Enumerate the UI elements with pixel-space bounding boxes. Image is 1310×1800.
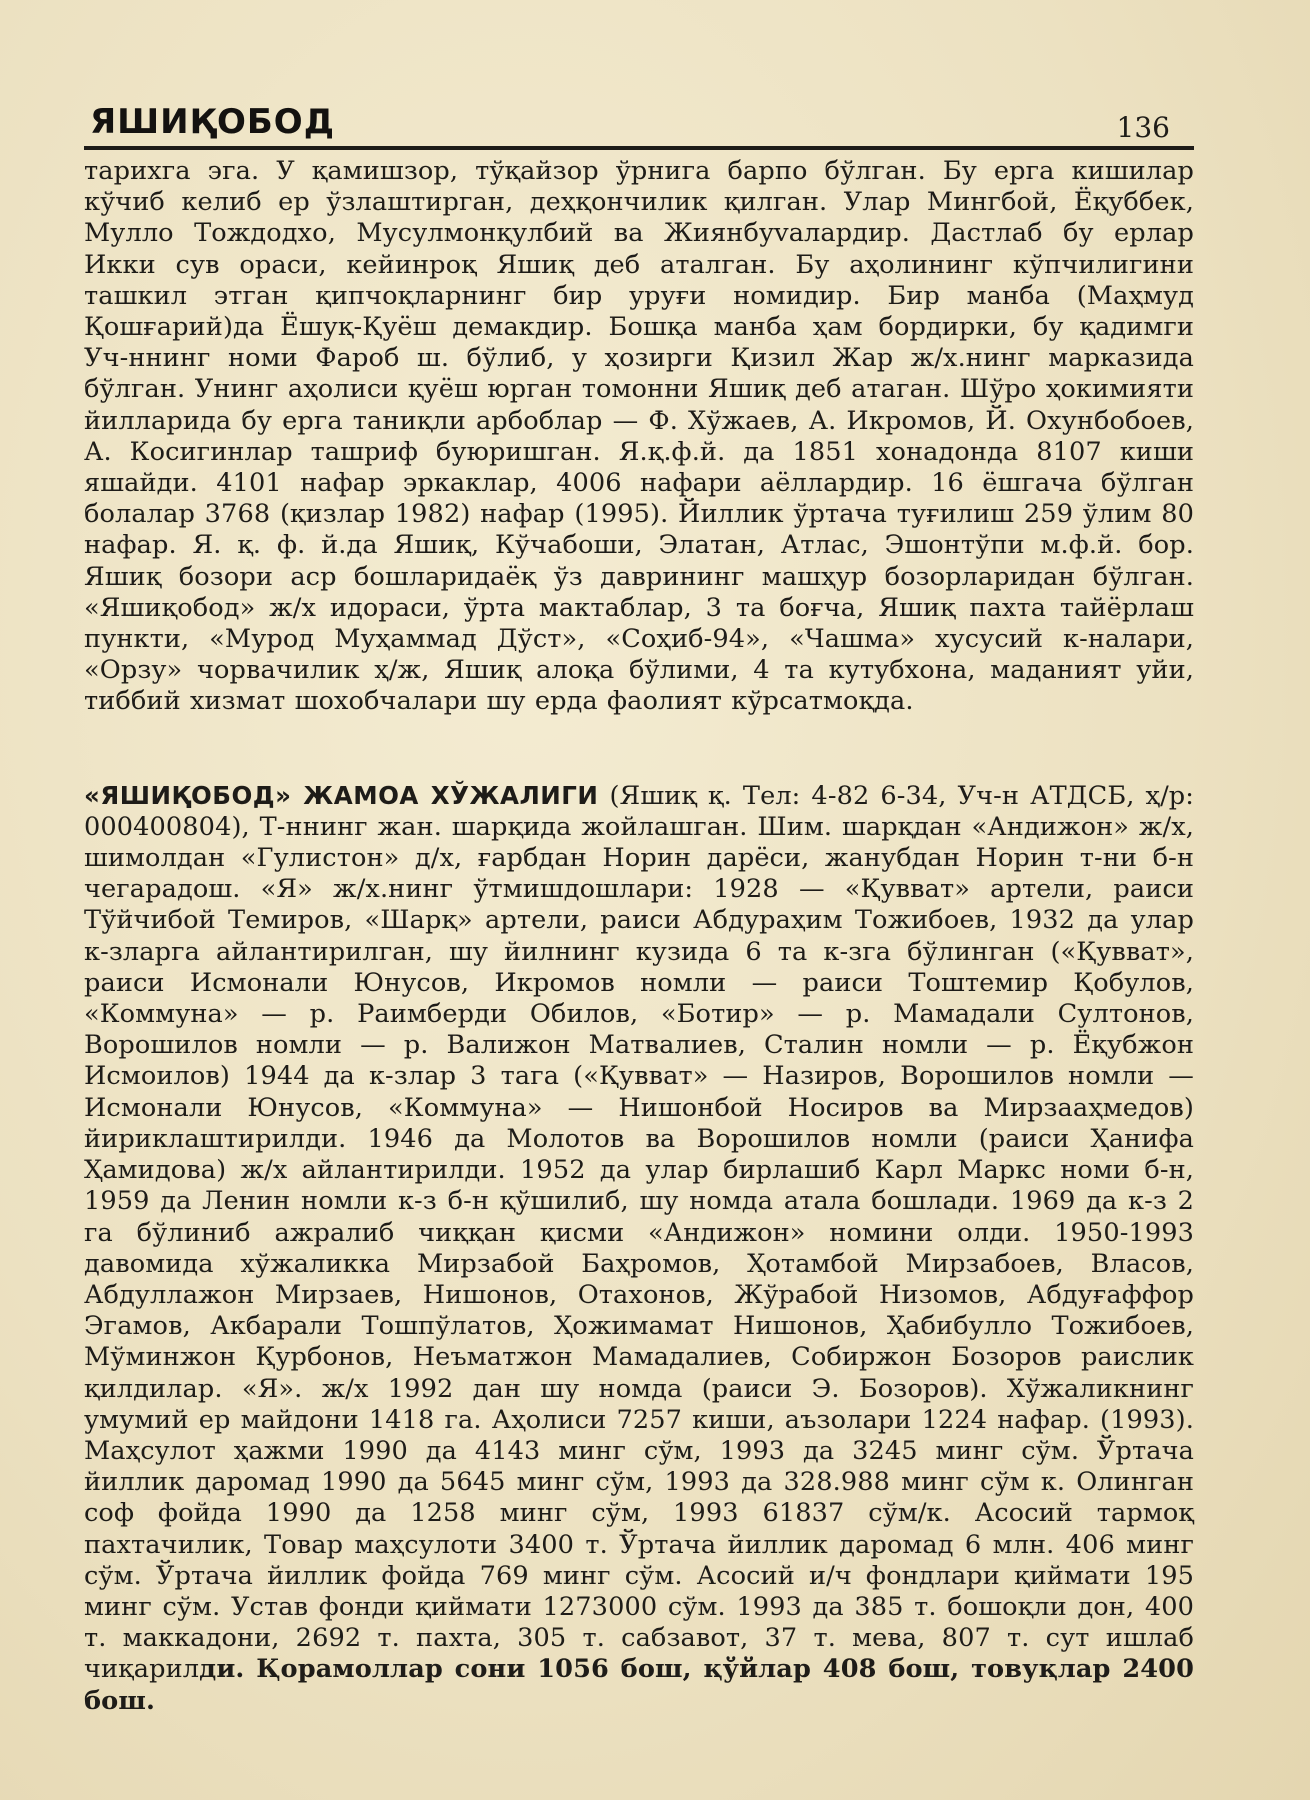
article-last-line: ди. Қорамоллар сони 1056 бош, қўйлар 408 бош, товуқлар 2400 бош. (84, 1654, 1194, 1716)
article-headword: «ЯШИҚОБОД» ЖАМОА ХЎЖАЛИГИ (84, 780, 599, 810)
article-entry (84, 780, 1194, 1717)
continuation-paragraph: тарихга эга. У қамишзор, тўқайзор ўрнига барпо бўлган. Бу ерга кишилар кўчиб келиб ер ўзлаштирган, деҳқончилик қилган. Улар Мингбой, Ёқуббек, Мулло Тождодхо, Мусулмонқулбий ва Жиянбуvалардир. Дастлаб бу ерлар Икки сув ораси, кейинроқ Яшиқ деб аталган. Бу аҳолининг кўпчилигини ташкил этган қипчоқларнинг бир уруғи номидир. Бир манба (Маҳмуд Қошғарий)да Ёшуқ-Қуёш демакдир. Бошқа манба ҳам бордирки, бу қадимги Уч-ннинг номи Фароб ш. бўлиб, у ҳозирги Қизил Жар ж/х.нинг марказида бўлган. Унинг аҳолиси қуёш юрган томонни Яшиқ деб атаган. Шўро ҳокимияти йилларида бу ерга таниқли арбоблар — Ф. Хўжаев, А. Икромов, Й. Охунбобоев, А. Косигинлар ташриф буюришган. Я.қ.ф.й. да 1851 хонадонда 8107 киши яшайди. 4101 нафар эркаклар, 4006 нафари аёллардир. 16 ёшгача бўлган болалар 3768 (қизлар 1982) нафар (1995). Йиллик ўртача туғилиш 259 ўлим 80 нафар. Я. қ. ф. й.да Яшиқ, Кўчабоши, Элатан, Атлас, Эшонтўпи м.ф.й. бор. Яшиқ бозори аср бошларидаёқ ўз даврининг машҳур бозорларидан бўлган. «Яшиқобод» ж/х идораси, ўрта мактаблар, 3 та боғча, Яшиқ пахта тайёрлаш пункти, «Мурод Муҳаммад Дўст», «Соҳиб-94», «Чашма» хусусий к-налари, «Орзу» чорвачилик ҳ/ж, Яшиқ алоқа бўлими, 4 та кутубхона, маданият уйи, тиббий хизмат шохобчалари шу ерда фаолият кўрсатмоқда. (84, 156, 1194, 717)
page-header (84, 90, 1194, 150)
article-body: (Яшиқ қ. Тел: 4-82 6-34, Уч-н АТДСБ, ҳ/р: 000400804), Т-ннинг жан. шарқида жойлашган. Шим. шарқдан «Андижон» ж/х, шимолдан «Гулистон» д/х, ғарбдан Норин дарёси, жанубдан Норин т-ни б-н чегарадош. «Я» ж/х.нинг ўтмишдошлари: 1928 — «Қувват» артели, раиси Тўйчибой Темиров, «Шарқ» артели, раиси Абдураҳим Тожибоев, 1932 да улар к-зларга айлантирилган, шу йилнинг кузида 6 та к-зга бўлинган («Қувват», раиси Исмонали Юнусов, Икромов номли — раиси Тоштемир Қобулов, «Коммуна» — р. Раимберди Обилов, «Ботир» — р. Мамадали Султонов, Ворошилов номли — р. Валижон Матвалиев, Сталин номли — р. Ёқубжон Исмоилов) 1944 да к-злар 3 тага («Қувват» — Назиров, Ворошилов номли — Исмонали Юнусов, «Коммуна» — Нишонбой Носиров ва Мирзааҳмедов) йириклаштирилди. 1946 да Молотов ва Ворошилов номли (раиси Ҳанифа Ҳамидова) ж/х айлантирилди. 1952 да улар бирлашиб Карл Маркс номи б-н, 1959 да Ленин номли к-з б-н қўшилиб, шу номда атала бошлади. 1969 да к-з 2 га бўлиниб ажралиб чиққан қисми «Андижон» номини олди. 1950-1993 давомида хўжаликка Мирзабой Баҳромов, Ҳотамбой Мирзабоев, Власов, Абдуллажон Мирзаев, Нишонов, Отахонов, Жўрабой Низомов, Абдуғаффор Эгамов, Акбарали Тошпўлатов, Ҳожимамат Нишонов, Ҳабибулло Тожибоев, Мўминжон Қурбонов, Неъматжон Мамадалиев, Собиржон Бозоров раислик қилдилар. «Я». ж/х 1992 дан шу номда (раиси Э. Бозоров). Хўжаликнинг умумий ер майдони 1418 га. Аҳолиси 7257 киши, аъзолари 1224 нафар. (1993). Маҳсулот ҳажми 1990 да 4143 минг сўм, 1993 да 3245 минг сўм. Ўртача йиллик даромад 1990 да 5645 минг сўм, 1993 да 328.988 минг сўм к. Олинган соф фойда 1990 да 1258 минг сўм, 1993 61837 сўм/к. Асосий тармоқ пахтачилик, Товар маҳсулоти 3400 т. Ўртача йиллик даромад 6 млн. 406 минг сўм. Ўртача йиллик фойда 769 минг сўм. Асосий и/ч фондлари қиймати 195 минг сўм. Устав фонди қиймати 1273000 сўм. 1993 да 385 т. бошоқли дон, 400 т. маккадони, 2692 т. пахта, 305 т. сабзавот, 37 т. мева, 807 т. сут ишлаб чиқарил (84, 780, 1194, 1685)
page-number: 136 (1116, 111, 1170, 144)
book-page (84, 90, 1194, 1742)
running-title: ЯШИҚОБОД (90, 102, 335, 142)
